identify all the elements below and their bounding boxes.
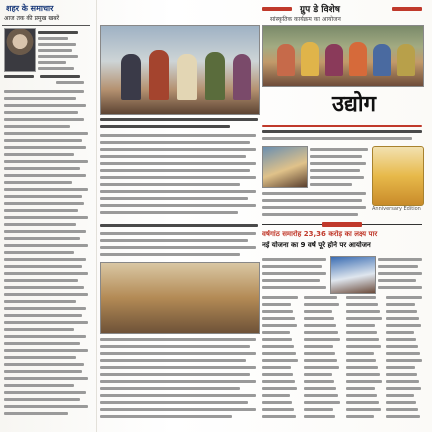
text-line [304,345,333,348]
masthead-title: शहर के समाचार [6,4,54,13]
text-line [262,296,298,299]
right-top-banner: ग्रुप डे विशेष [300,5,340,15]
text-line [346,380,382,383]
text-line [304,303,339,306]
text-line [346,345,381,348]
text-line [346,352,374,355]
bottom-columns [262,296,422,426]
bottom-photo [330,256,376,294]
text-line [262,317,295,320]
text-line [304,331,338,334]
text-line [304,387,336,390]
text-line [386,317,419,320]
text-line [304,415,335,418]
masthead-rule [2,25,90,26]
text-line [346,401,379,404]
text-line [262,401,292,404]
text-line [262,345,294,348]
text-line [346,373,380,376]
text-line [386,394,414,397]
text-line [262,324,297,327]
text-line [262,373,293,376]
text-line [346,415,374,418]
feature-heading: उद्योग [332,92,377,117]
text-line [386,387,421,390]
text-line [346,303,378,306]
text-line [346,394,377,397]
text-line [346,387,375,390]
author-photo [4,28,36,72]
text-line [386,331,414,334]
text-line [386,352,420,355]
text-line [386,366,415,369]
text-line [346,366,378,369]
text-line [262,338,292,341]
text-line [304,394,338,397]
text-line [346,331,377,334]
text-line [304,366,339,369]
text-line [262,303,291,306]
text-line [346,310,380,313]
text-line [386,324,421,327]
text-line [304,380,334,383]
text-line [304,408,333,411]
text-line [262,408,294,411]
text-line [346,324,375,327]
text-line [304,324,336,327]
lower-center-photo [100,262,260,334]
text-line [304,373,332,376]
text-line [304,296,337,299]
text-line [386,408,418,411]
text-line [386,359,422,362]
award-caption: Anniversary Edition [372,206,421,212]
text-line [386,415,420,418]
column-separator [96,0,97,432]
text-line [386,338,416,341]
text-line [262,331,290,334]
text-line [304,338,340,341]
text-line [262,415,296,418]
bottom-headline-1: वर्षगांठ समारोह 23,36 करोड़ का लक्ष्य पार [262,230,378,238]
text-line [386,345,418,348]
text-line [262,359,298,362]
text-line [386,303,415,306]
text-line [386,310,417,313]
text-line [262,387,297,390]
text-line [346,317,382,320]
masthead-subtitle: आज तक की प्रमुख खबरें [4,15,60,22]
text-line [346,296,376,299]
award-photo [372,146,424,206]
text-line [346,408,381,411]
bottom-headline-2: नई योजना का 9 वर्ष पूरे होने पर आयोजन [262,241,371,249]
left-column [0,0,92,432]
small-photo [262,146,308,188]
text-line [262,310,293,313]
text-line [386,401,416,404]
text-line [346,338,379,341]
text-line [304,401,340,404]
text-line [262,366,291,369]
center-photo [100,25,260,115]
text-line [262,380,295,383]
text-line [304,359,337,362]
text-line [386,373,417,376]
text-line [304,317,334,320]
text-line [386,296,422,299]
text-line [304,310,332,313]
text-line [262,352,296,355]
right-top-subtitle: सांस्कृतिक कार्यक्रम का आयोजन [270,16,341,23]
text-line [304,352,335,355]
group-photo [262,25,424,87]
text-line [262,394,290,397]
text-line [346,359,376,362]
text-line [386,380,419,383]
